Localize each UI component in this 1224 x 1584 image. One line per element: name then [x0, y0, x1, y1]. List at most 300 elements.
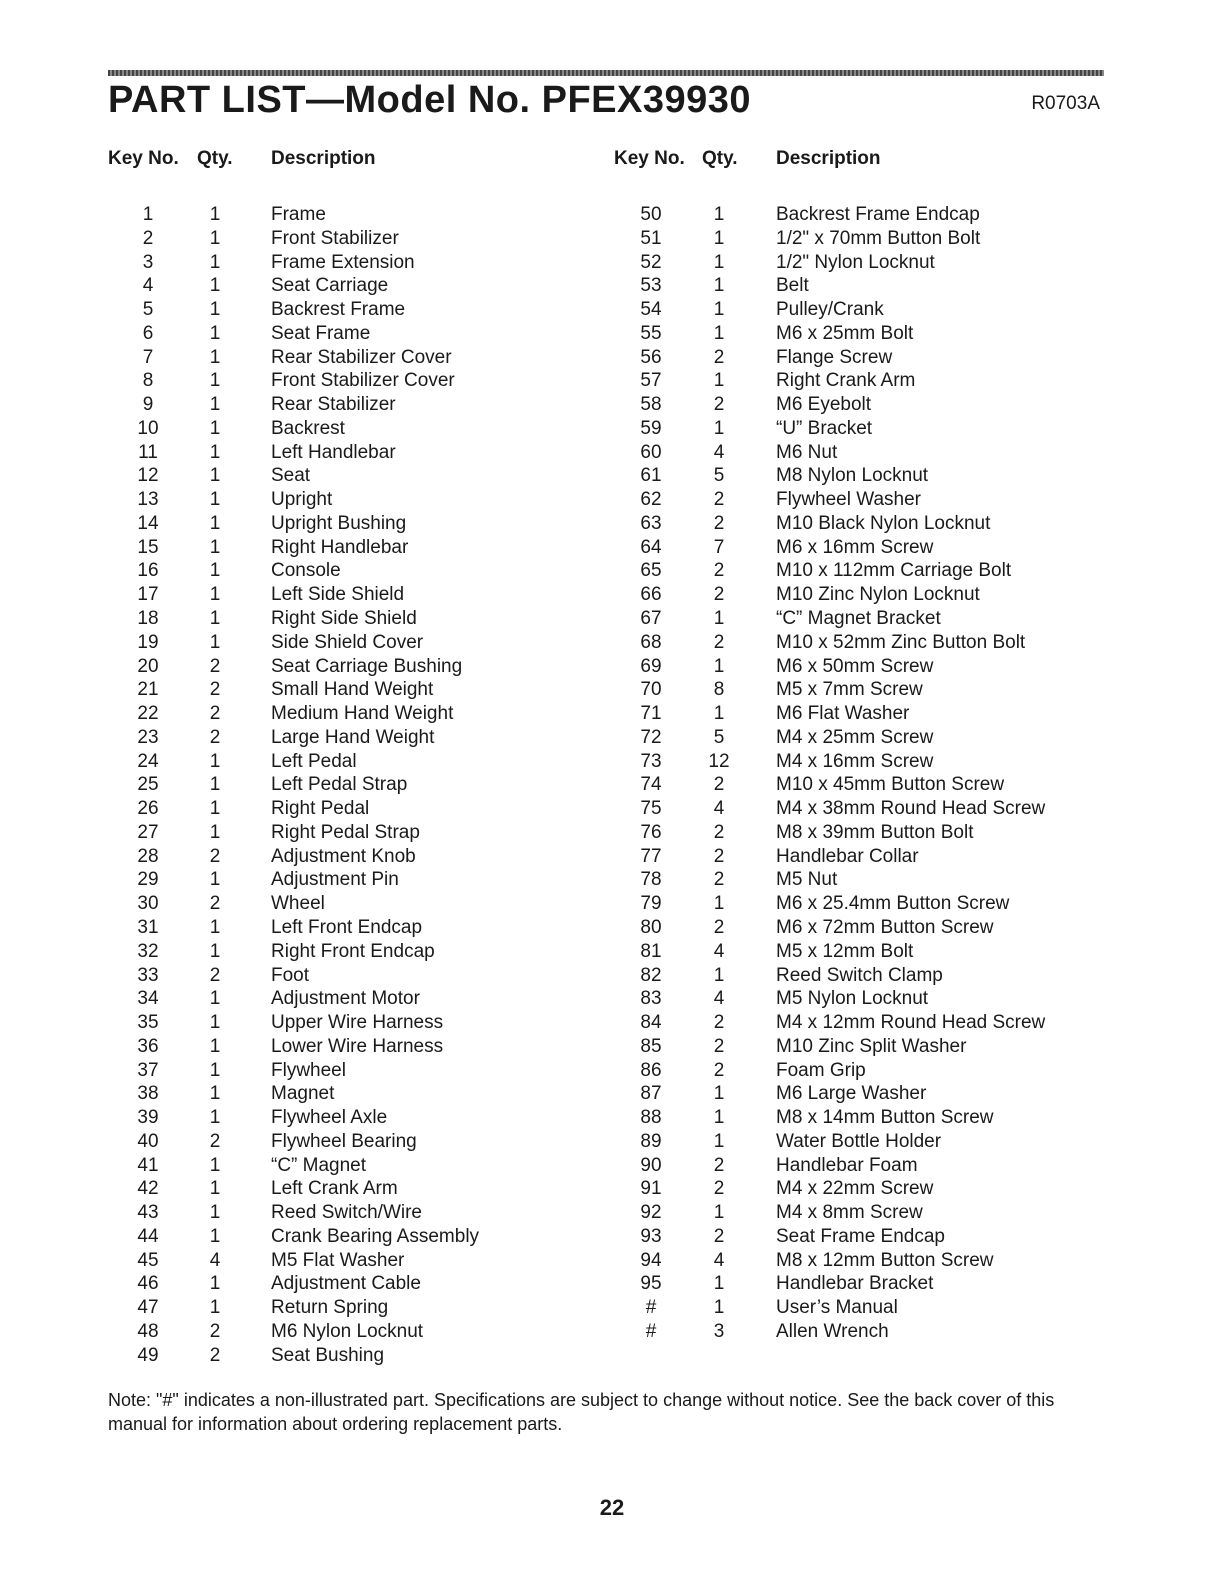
part-key-no: 2	[142, 227, 154, 249]
part-qty: 1	[209, 608, 221, 630]
part-qty: 1	[209, 821, 221, 843]
header-qty: Qty.	[702, 148, 738, 169]
part-description: “U” Bracket	[776, 417, 873, 439]
part-key-no: 53	[640, 275, 662, 297]
part-description: Pulley/Crank	[776, 299, 884, 321]
part-description: M8 Nylon Locknut	[776, 465, 929, 487]
part-key-no: 71	[640, 703, 662, 725]
part-qty: 1	[209, 869, 221, 891]
part-qty: 1	[713, 322, 725, 344]
part-qty: 1	[209, 1107, 221, 1129]
part-key-no: 30	[137, 893, 159, 915]
part-qty: 1	[713, 1083, 725, 1105]
part-key-no: 21	[137, 679, 159, 701]
header-description: Description	[271, 148, 376, 169]
part-description: Flywheel	[271, 1059, 346, 1081]
part-key-no: 29	[137, 869, 159, 891]
part-qty: 2	[209, 1344, 221, 1366]
part-key-no: 88	[640, 1107, 662, 1129]
part-qty: 1	[209, 1297, 221, 1319]
part-description: M5 x 12mm Bolt	[776, 940, 914, 962]
part-qty: 2	[713, 489, 725, 511]
part-qty: 1	[713, 964, 725, 986]
part-description: Reed Switch Clamp	[776, 964, 943, 986]
part-qty: 1	[713, 655, 725, 677]
part-description: Seat Bushing	[271, 1344, 385, 1366]
part-qty: 1	[713, 1202, 725, 1224]
part-description: M5 Nylon Locknut	[776, 988, 929, 1010]
part-key-no: 19	[137, 631, 159, 653]
part-key-no: 36	[137, 1035, 159, 1057]
part-qty: 1	[209, 774, 221, 796]
part-key-no: 80	[640, 916, 662, 938]
part-description: M6 Flat Washer	[776, 703, 910, 725]
part-qty: 2	[713, 394, 725, 416]
part-description: Handlebar Bracket	[776, 1273, 934, 1295]
part-qty: 2	[713, 560, 725, 582]
part-qty: 2	[209, 679, 221, 701]
part-qty: 2	[713, 1225, 725, 1247]
part-key-no: 52	[640, 251, 662, 273]
part-description: Backrest Frame Endcap	[776, 204, 980, 225]
part-qty: 1	[713, 204, 725, 225]
part-description: “C” Magnet Bracket	[776, 608, 941, 630]
part-description: Adjustment Cable	[271, 1273, 421, 1295]
part-description: Right Front Endcap	[271, 940, 435, 962]
part-description: M10 x 45mm Button Screw	[776, 774, 1005, 796]
part-qty: 1	[209, 251, 221, 273]
part-key-no: 95	[640, 1273, 662, 1295]
part-qty: 2	[209, 964, 221, 986]
part-qty: 2	[713, 1178, 725, 1200]
part-qty: 1	[209, 512, 221, 534]
part-qty: 4	[209, 1249, 221, 1271]
part-key-no: 51	[640, 227, 662, 249]
part-key-no: 91	[640, 1178, 662, 1200]
part-qty: 1	[713, 275, 725, 297]
part-description: Adjustment Motor	[271, 988, 420, 1010]
header-key-no: Key No.	[614, 148, 685, 169]
part-qty: 2	[713, 845, 725, 867]
part-qty: 7	[713, 536, 725, 558]
part-key-no: 66	[640, 584, 662, 606]
part-qty: 1	[209, 988, 221, 1010]
part-key-no: 38	[137, 1083, 159, 1105]
part-key-no: 59	[640, 417, 662, 439]
part-description: M10 x 112mm Carriage Bolt	[776, 560, 1012, 582]
part-key-no: 25	[137, 774, 159, 796]
part-description: M10 Black Nylon Locknut	[776, 512, 991, 534]
part-key-no: 92	[640, 1202, 662, 1224]
part-description: Flange Screw	[776, 346, 893, 368]
part-qty: 8	[713, 679, 725, 701]
part-description: M10 Zinc Nylon Locknut	[776, 584, 980, 606]
header-qty: Qty.	[197, 148, 233, 169]
part-key-no: 24	[137, 750, 159, 772]
part-key-no: 86	[640, 1059, 662, 1081]
part-key-no: 48	[137, 1320, 159, 1342]
part-description: Adjustment Knob	[271, 845, 416, 867]
part-key-no: 20	[137, 655, 159, 677]
part-key-no: 60	[640, 441, 662, 463]
part-key-no: 81	[640, 940, 662, 962]
part-key-no: 44	[137, 1225, 159, 1247]
part-qty: 1	[209, 322, 221, 344]
part-qty: 4	[713, 441, 725, 463]
part-qty: 2	[713, 346, 725, 368]
part-key-no: 23	[137, 726, 159, 748]
part-qty: 1	[209, 940, 221, 962]
part-qty: 1	[209, 346, 221, 368]
part-qty: 5	[713, 465, 725, 487]
part-key-no: 10	[137, 417, 159, 439]
part-description: Left Handlebar	[271, 441, 396, 463]
part-description: Front Stabilizer Cover	[271, 370, 455, 392]
part-qty: 2	[713, 916, 725, 938]
part-key-no: 55	[640, 322, 662, 344]
part-key-no: 9	[142, 394, 154, 416]
part-key-no: 94	[640, 1249, 662, 1271]
part-description: M4 x 25mm Screw	[776, 726, 934, 748]
footnote: Note: "#" indicates a non-illustrated part. Specifications are subject to change without notice. See the back cover of this manual for information about ordering replacement parts.	[108, 1390, 1055, 1434]
part-description: M10 x 52mm Zinc Button Bolt	[776, 631, 1026, 653]
part-key-no: 14	[137, 512, 159, 534]
part-description: M6 x 16mm Screw	[776, 536, 934, 558]
part-description: Wheel	[271, 893, 325, 915]
part-key-no: 37	[137, 1059, 159, 1081]
part-qty: 1	[209, 560, 221, 582]
part-qty: 2	[209, 1130, 221, 1152]
part-description: M6 Eyebolt	[776, 394, 872, 416]
part-qty: 1	[209, 536, 221, 558]
part-qty: 4	[713, 798, 725, 820]
part-description: M8 x 12mm Button Screw	[776, 1249, 994, 1271]
part-key-no: 61	[640, 465, 662, 487]
part-qty: 1	[713, 227, 725, 249]
part-description: Left Front Endcap	[271, 916, 423, 938]
header-key-no: Key No.	[108, 148, 179, 169]
part-qty: 2	[713, 631, 725, 653]
part-key-no: 84	[640, 1012, 662, 1034]
part-key-no: 40	[137, 1130, 159, 1152]
part-description: Large Hand Weight	[271, 726, 435, 748]
part-key-no: 4	[142, 275, 154, 297]
part-description: Left Pedal	[271, 750, 357, 772]
part-key-no: 15	[137, 536, 159, 558]
part-qty: 2	[209, 1320, 221, 1342]
title-rule	[108, 70, 1104, 76]
part-qty: 1	[713, 1107, 725, 1129]
part-description: Right Side Shield	[271, 608, 417, 630]
part-key-no: 79	[640, 893, 662, 915]
part-description: M4 x 22mm Screw	[776, 1178, 934, 1200]
part-description: Console	[271, 560, 341, 582]
part-qty: 1	[209, 370, 221, 392]
part-key-no: #	[645, 1320, 657, 1342]
part-key-no: 5	[142, 299, 154, 321]
part-description: “C” Magnet	[271, 1154, 367, 1176]
part-description: M5 Flat Washer	[271, 1249, 405, 1271]
part-qty: 1	[713, 417, 725, 439]
part-key-no: 90	[640, 1154, 662, 1176]
part-description: M4 x 12mm Round Head Screw	[776, 1012, 1046, 1034]
part-description: Seat Frame	[271, 322, 371, 344]
part-description: Seat Frame Endcap	[776, 1225, 945, 1247]
part-qty: 2	[713, 584, 725, 606]
part-qty: 1	[209, 1202, 221, 1224]
part-description: Frame Extension	[271, 251, 415, 273]
part-qty: 1	[209, 1035, 221, 1057]
part-qty: 2	[713, 1059, 725, 1081]
part-description: Belt	[776, 275, 809, 297]
part-qty: 2	[209, 703, 221, 725]
part-qty: 4	[713, 988, 725, 1010]
part-description: User’s Manual	[776, 1297, 898, 1319]
page-number: 22	[599, 1495, 625, 1520]
part-key-no: 63	[640, 512, 662, 534]
part-key-no: 78	[640, 869, 662, 891]
part-description: Medium Hand Weight	[271, 703, 454, 725]
part-key-no: 77	[640, 845, 662, 867]
part-key-no: 26	[137, 798, 159, 820]
part-qty: 4	[713, 1249, 725, 1271]
part-description: M6 Nylon Locknut	[271, 1320, 424, 1342]
part-description: M5 Nut	[776, 869, 838, 891]
part-qty: 2	[713, 774, 725, 796]
part-key-no: 8	[142, 370, 154, 392]
part-description: Foam Grip	[776, 1059, 866, 1081]
part-key-no: 85	[640, 1035, 662, 1057]
part-description: Handlebar Foam	[776, 1154, 918, 1176]
part-key-no: 12	[137, 465, 159, 487]
part-qty: 1	[713, 703, 725, 725]
part-description: Front Stabilizer	[271, 227, 399, 249]
part-description: Left Crank Arm	[271, 1178, 398, 1200]
part-qty: 2	[713, 1035, 725, 1057]
part-description: Right Pedal	[271, 798, 370, 820]
part-key-no: 1	[142, 204, 154, 225]
part-description: Upper Wire Harness	[271, 1012, 444, 1034]
part-qty: 1	[209, 204, 221, 225]
part-qty: 2	[209, 845, 221, 867]
part-description: M5 x 7mm Screw	[776, 679, 923, 701]
part-key-no: 43	[137, 1202, 159, 1224]
part-qty: 1	[209, 465, 221, 487]
part-description: Crank Bearing Assembly	[271, 1225, 480, 1247]
part-qty: 1	[209, 394, 221, 416]
part-key-no: 17	[137, 584, 159, 606]
part-description: Seat Carriage	[271, 275, 389, 297]
part-qty: 5	[713, 726, 725, 748]
part-qty: 1	[209, 299, 221, 321]
part-key-no: 82	[640, 964, 662, 986]
part-description: Reed Switch/Wire	[271, 1202, 422, 1224]
part-description: 1/2" Nylon Locknut	[776, 251, 935, 273]
part-description: M4 x 16mm Screw	[776, 750, 934, 772]
part-key-no: 89	[640, 1130, 662, 1152]
part-description: Flywheel Washer	[776, 489, 922, 511]
part-description: Magnet	[271, 1083, 335, 1105]
part-qty: 2	[713, 1154, 725, 1176]
part-qty: 1	[209, 1178, 221, 1200]
page-title: PART LIST—Model No. PFEX39930	[108, 79, 752, 121]
part-description: Lower Wire Harness	[271, 1035, 444, 1057]
part-key-no: 87	[640, 1083, 662, 1105]
part-qty: 1	[713, 1130, 725, 1152]
part-key-no: 70	[640, 679, 662, 701]
part-qty: 1	[209, 1154, 221, 1176]
part-qty: 1	[209, 1083, 221, 1105]
part-qty: 1	[209, 584, 221, 606]
part-description: Rear Stabilizer	[271, 394, 396, 416]
part-description: Rear Stabilizer Cover	[271, 346, 452, 368]
part-qty: 2	[713, 512, 725, 534]
part-key-no: 39	[137, 1107, 159, 1129]
part-key-no: 56	[640, 346, 662, 368]
part-description: Return Spring	[271, 1297, 389, 1319]
part-description: Flywheel Bearing	[271, 1130, 417, 1152]
part-description: Seat Carriage Bushing	[271, 655, 463, 677]
part-qty: 12	[708, 750, 730, 772]
part-key-no: 45	[137, 1249, 159, 1271]
part-qty: 1	[713, 251, 725, 273]
part-qty: 1	[713, 1273, 725, 1295]
part-key-no: 41	[137, 1154, 159, 1176]
part-description: M4 x 8mm Screw	[776, 1202, 923, 1224]
part-key-no: 42	[137, 1178, 159, 1200]
part-key-no: 6	[142, 322, 154, 344]
part-key-no: 32	[137, 940, 159, 962]
part-qty: 1	[209, 631, 221, 653]
part-key-no: 93	[640, 1225, 662, 1247]
part-key-no: 47	[137, 1297, 159, 1319]
part-key-no: 83	[640, 988, 662, 1010]
part-description: M8 x 14mm Button Screw	[776, 1107, 994, 1129]
part-qty: 2	[713, 869, 725, 891]
part-description: Seat	[271, 465, 311, 487]
part-key-no: 35	[137, 1012, 159, 1034]
part-qty: 1	[209, 275, 221, 297]
part-key-no: 54	[640, 299, 662, 321]
part-description: M6 x 50mm Screw	[776, 655, 934, 677]
part-key-no: 65	[640, 560, 662, 582]
part-key-no: 31	[137, 916, 159, 938]
part-description: M6 Large Washer	[776, 1083, 927, 1105]
part-description: Upright Bushing	[271, 512, 407, 534]
part-key-no: 73	[640, 750, 662, 772]
part-key-no: 67	[640, 608, 662, 630]
document-code: R0703A	[1031, 93, 1100, 114]
part-description: M6 Nut	[776, 441, 838, 463]
part-description: Small Hand Weight	[271, 679, 434, 701]
part-qty: 4	[713, 940, 725, 962]
part-description: M6 x 72mm Button Screw	[776, 916, 994, 938]
part-key-no: 76	[640, 821, 662, 843]
part-key-no: 68	[640, 631, 662, 653]
part-description: 1/2" x 70mm Button Bolt	[776, 227, 981, 249]
part-description: Left Side Shield	[271, 584, 405, 606]
part-key-no: 58	[640, 394, 662, 416]
part-qty: 1	[209, 1273, 221, 1295]
part-key-no: 46	[137, 1273, 159, 1295]
part-description: Right Handlebar	[271, 536, 409, 558]
part-description: Flywheel Axle	[271, 1107, 388, 1129]
part-qty: 2	[209, 655, 221, 677]
part-qty: 1	[209, 1012, 221, 1034]
part-qty: 1	[713, 1297, 725, 1319]
part-description: M8 x 39mm Button Bolt	[776, 821, 974, 843]
part-description: Left Pedal Strap	[271, 774, 408, 796]
part-qty: 2	[209, 726, 221, 748]
part-qty: 1	[713, 370, 725, 392]
part-description: Foot	[271, 964, 310, 986]
part-qty: 1	[209, 1059, 221, 1081]
part-description: Adjustment Pin	[271, 869, 399, 891]
part-key-no: #	[645, 1297, 657, 1319]
part-description: Backrest	[271, 417, 345, 439]
part-key-no: 64	[640, 536, 662, 558]
part-qty: 2	[713, 1012, 725, 1034]
part-description: Handlebar Collar	[776, 845, 919, 867]
part-description: M10 Zinc Split Washer	[776, 1035, 967, 1057]
part-key-no: 18	[137, 608, 159, 630]
part-description: Frame	[271, 204, 326, 225]
part-description: Right Pedal Strap	[271, 821, 420, 843]
part-qty: 3	[713, 1320, 725, 1342]
part-qty: 1	[209, 1225, 221, 1247]
part-key-no: 49	[137, 1344, 159, 1366]
part-key-no: 27	[137, 821, 159, 843]
part-key-no: 62	[640, 489, 662, 511]
part-key-no: 50	[640, 204, 662, 225]
part-key-no: 22	[137, 703, 159, 725]
part-key-no: 33	[137, 964, 159, 986]
part-key-no: 11	[138, 441, 158, 463]
part-key-no: 34	[137, 988, 159, 1010]
part-qty: 1	[209, 750, 221, 772]
part-description: Upright	[271, 489, 333, 511]
part-qty: 1	[209, 489, 221, 511]
part-key-no: 75	[640, 798, 662, 820]
header-description: Description	[776, 148, 881, 169]
part-qty: 1	[209, 227, 221, 249]
part-qty: 1	[209, 417, 221, 439]
part-key-no: 7	[142, 346, 154, 368]
part-description: M6 x 25.4mm Button Screw	[776, 893, 1010, 915]
part-key-no: 16	[137, 560, 159, 582]
part-qty: 1	[209, 441, 221, 463]
part-key-no: 74	[640, 774, 662, 796]
part-description: Backrest Frame	[271, 299, 406, 321]
part-key-no: 69	[640, 655, 662, 677]
part-qty: 1	[713, 608, 725, 630]
part-description: Side Shield Cover	[271, 631, 424, 653]
part-key-no: 28	[137, 845, 159, 867]
part-qty: 1	[209, 916, 221, 938]
part-key-no: 72	[640, 726, 662, 748]
part-description: Water Bottle Holder	[776, 1130, 942, 1152]
part-qty: 1	[209, 798, 221, 820]
part-qty: 2	[209, 893, 221, 915]
part-key-no: 57	[640, 370, 662, 392]
part-qty: 1	[713, 893, 725, 915]
part-description: Right Crank Arm	[776, 370, 916, 392]
part-description: Allen Wrench	[776, 1320, 889, 1342]
part-key-no: 3	[142, 251, 154, 273]
part-qty: 1	[713, 299, 725, 321]
part-key-no: 13	[137, 489, 159, 511]
part-qty: 2	[713, 821, 725, 843]
